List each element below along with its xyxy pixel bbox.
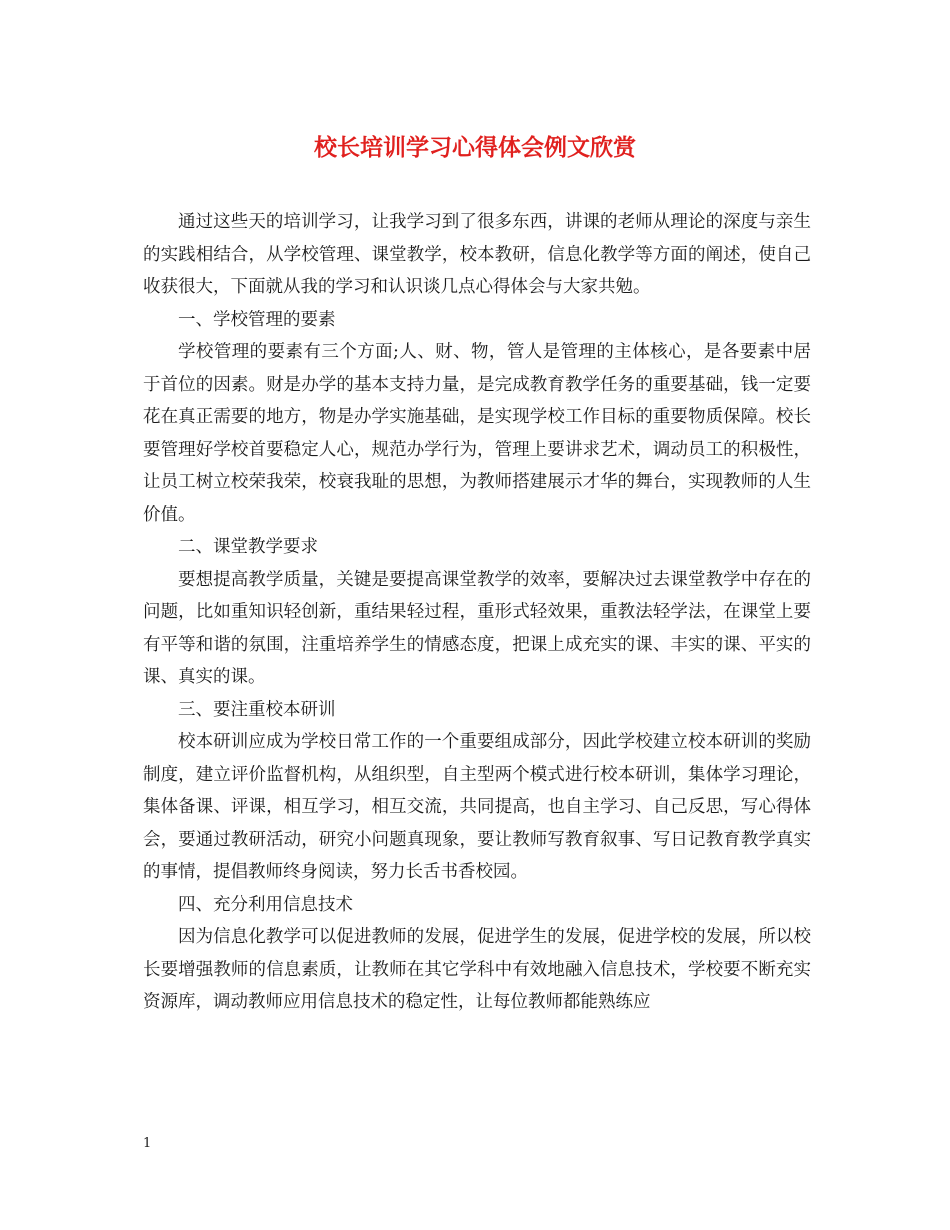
section-heading-4: 四、充分利用信息技术: [178, 894, 353, 915]
intro-paragraph: 通过这些天的培训学习，让我学习到了很多东西，讲课的老师从理论的深度与亲生的实践相结合，从学校管理、课堂教学，校本教研，信息化教学等方面的阐述，使自己收获很大，下面就从我的学习和认识谈几点心得体会与大家共勉。: [143, 212, 811, 297]
section-heading-2: 二、课堂教学要求: [178, 537, 318, 557]
document-body: [143, 206, 811, 1019]
document-title: 校长培训学习心得体会例文欣赏: [314, 134, 636, 161]
section-heading-1: 一、学校管理的要素: [178, 309, 336, 330]
section-paragraph-2: 要想提高教学质量，关键是要提高课堂教学的效率，要解决过去课堂教学中存在的问题，比如重知识轻创新，重结果轻过程，重形式轻效果，重教法轻学法，在课堂上要有平等和谐的氛围，注重培养学生的情感态度，把课上成充实的课、丰实的课、平实的课、真实的课。: [143, 569, 811, 687]
page-number: 1: [143, 1136, 152, 1151]
section-paragraph-3: 校本研训应成为学校日常工作的一个重要组成部分，因此学校建立校本研训的奖励制度，建立评价监督机构，从组织型，自主型两个模式进行校本研训，集体学习理论，集体备课、评课，相互学习，相互交流，共同提高，也自主学习、自己反思，写心得体会，要通过教研活动，研究小问题真现象，要让教师写教育叙事、写日记教育教学真实的事情，提倡教师终身阅读，努力长舌书香校园。: [143, 732, 811, 882]
section-paragraph-4: 因为信息化教学可以促进教师的发展，促进学生的发展，促进学校的发展，所以校长要增强教师的信息素质，让教师在其它学科中有效地融入信息技术，学校要不断充实资源库，调动教师应用信息技术的稳定性，让每位教师都能熟练应: [143, 927, 811, 1012]
section-heading-3: 三、要注重校本研训: [178, 699, 336, 720]
section-paragraph-1: 学校管理的要素有三个方面;人、财、物，管人是管理的主体核心，是各要素中居于首位的因素。财是办学的基本支持力量，是完成教育教学任务的重要基础，钱一定要花在真正需要的地方，物是办学实施基础，是实现学校工作目标的重要物质保障。校长要管理好学校首要稳定人心，规范办学行为，管理上要讲求艺术，调动员工的积极性，让员工树立校荣我荣，校衰我耻的思想，为教师搭建展示才华的舞台，实现教师的人生价值。: [143, 342, 811, 525]
